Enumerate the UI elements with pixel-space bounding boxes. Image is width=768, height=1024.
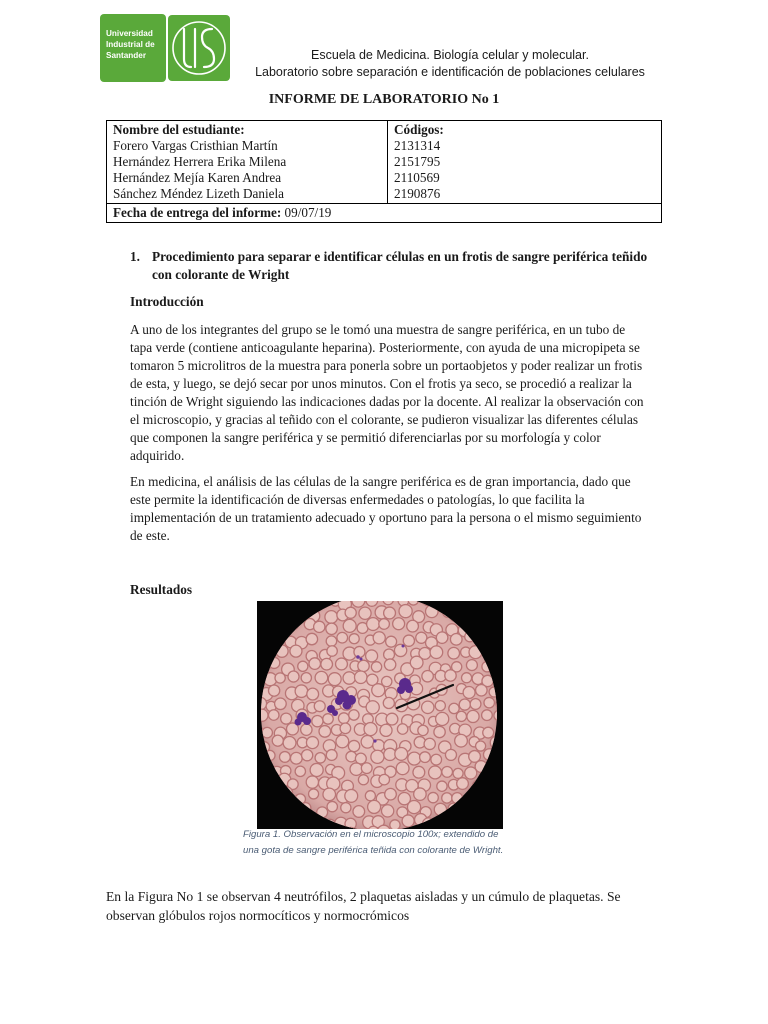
red-blood-cell xyxy=(494,777,503,790)
red-blood-cell xyxy=(483,749,495,761)
red-blood-cell xyxy=(436,632,448,644)
red-blood-cell xyxy=(367,618,380,631)
red-blood-cell xyxy=(467,710,479,722)
red-blood-cell xyxy=(435,701,445,711)
red-blood-cell xyxy=(257,672,260,684)
red-blood-cell xyxy=(384,659,395,670)
logo-line: Industrial de xyxy=(106,40,155,49)
red-blood-cell xyxy=(364,723,377,736)
red-blood-cell xyxy=(379,619,390,630)
red-blood-cell xyxy=(386,713,398,725)
red-blood-cell xyxy=(456,711,466,721)
red-blood-cell xyxy=(345,607,356,618)
red-blood-cell xyxy=(443,607,453,617)
codes-cell xyxy=(388,121,662,204)
red-blood-cell xyxy=(484,774,495,785)
red-blood-cell xyxy=(257,752,261,764)
red-blood-cell xyxy=(272,735,283,746)
red-blood-cell xyxy=(298,661,308,671)
red-blood-cell xyxy=(268,710,279,721)
red-blood-cell xyxy=(309,813,320,824)
red-blood-cell xyxy=(470,806,480,816)
red-blood-cell xyxy=(328,673,341,686)
red-blood-cell xyxy=(420,752,431,763)
red-blood-cell xyxy=(271,635,282,646)
red-blood-cell xyxy=(341,803,351,813)
red-blood-cell xyxy=(338,713,349,724)
section-title-text: Procedimiento para separar e identificar células en un frotis de sangre periférica teñido con colorante de Wright xyxy=(152,249,648,282)
red-blood-cell xyxy=(368,800,381,813)
red-blood-cell xyxy=(453,768,463,778)
red-blood-cell xyxy=(300,803,310,813)
red-blood-cell xyxy=(497,601,503,608)
red-blood-cell xyxy=(500,752,503,763)
red-blood-cell xyxy=(348,740,359,751)
red-blood-cell xyxy=(315,601,326,607)
red-blood-cell xyxy=(327,801,337,811)
student-code: 2131314 xyxy=(394,138,441,153)
red-blood-cell xyxy=(449,601,460,606)
red-blood-cell xyxy=(327,646,337,656)
red-blood-cell xyxy=(424,738,435,749)
section-number: 1. xyxy=(130,249,140,264)
red-blood-cell xyxy=(264,618,275,629)
red-blood-cell xyxy=(275,673,285,683)
red-blood-cell xyxy=(290,752,302,764)
red-blood-cell xyxy=(499,803,503,815)
red-blood-cell xyxy=(487,624,499,636)
red-blood-cell xyxy=(434,726,445,737)
red-blood-cell xyxy=(383,697,394,708)
student-code: 2190876 xyxy=(394,186,441,201)
red-blood-cell xyxy=(372,684,385,697)
red-blood-cell xyxy=(325,611,338,624)
red-blood-cell xyxy=(314,701,325,712)
red-blood-cell xyxy=(336,735,349,748)
red-blood-cell xyxy=(452,793,463,804)
red-blood-cell xyxy=(418,725,428,735)
red-blood-cell xyxy=(310,763,323,776)
red-blood-cell xyxy=(280,787,293,800)
red-blood-cell xyxy=(262,601,274,606)
red-blood-cell xyxy=(260,660,271,671)
red-blood-cell xyxy=(429,766,442,779)
red-blood-cell xyxy=(422,670,433,681)
red-blood-cell xyxy=(483,727,494,738)
red-blood-cell xyxy=(484,697,494,707)
red-blood-cell xyxy=(501,622,503,635)
red-blood-cell xyxy=(353,806,365,818)
red-blood-cell xyxy=(442,793,452,803)
red-blood-cell xyxy=(482,710,493,721)
red-blood-cell xyxy=(397,724,407,734)
student-code: 2110569 xyxy=(394,170,440,185)
red-blood-cell xyxy=(326,623,337,634)
red-blood-cell xyxy=(467,611,478,622)
red-blood-cell xyxy=(466,660,477,671)
logo-line: Santander xyxy=(106,51,147,60)
intro-paragraph-2: En medicina, el análisis de las células de la sangre periférica es de gran importancia, dado que este permite la identificación de diversas enfermedades o patologías, lo que facilita la implementación de un tratamiento adecuado y oportuno para la persona o el mismo seguimiento de este. xyxy=(130,474,642,543)
red-blood-cell xyxy=(288,671,299,682)
red-blood-cell xyxy=(457,801,468,812)
red-blood-cell xyxy=(269,657,280,668)
red-blood-cell xyxy=(442,767,453,778)
red-blood-cell xyxy=(471,621,483,633)
red-blood-cell xyxy=(274,601,286,610)
red-blood-cell xyxy=(381,805,393,817)
red-blood-cell xyxy=(494,766,503,777)
red-blood-cell xyxy=(490,736,503,749)
red-blood-cell xyxy=(457,778,469,790)
red-blood-cell xyxy=(257,630,269,643)
intro-paragraph-1: A uno de los integrantes del grupo se le tomó una muestra de sangre periférica, en un tubo de tapa verde (contiene anticoagulante heparina). Posteriormente, con ayuda de una micropipeta se tomaron 5 microlitros de la muestra para ponerla sobre un portaobjetos y poder realizar un frotis de esta, y luego, se dejó secar por unos minutos. Con el frotis ya seco, se procedió a realizar la tinción de Wright siguiendo las indicaciones dadas por la docente. Al realizar la observación con el microscopio, y gracias al teñido con el colorante, se pudieron visualizar las diferentes células que componen la sangre periférica y se permitió diferenciarlas por su morfología y color adquirido. xyxy=(130,322,644,463)
red-blood-cell xyxy=(283,737,296,750)
red-blood-cell xyxy=(476,685,488,697)
red-blood-cell xyxy=(343,619,356,632)
red-blood-cell xyxy=(337,632,348,643)
red-blood-cell xyxy=(361,735,374,748)
student-name: Sánchez Méndez Lizeth Daniela xyxy=(113,186,284,201)
red-blood-cell xyxy=(476,741,486,751)
red-blood-cell xyxy=(448,647,460,659)
intro-heading: Introducción xyxy=(130,294,204,309)
red-blood-cell xyxy=(407,800,420,813)
red-blood-cell xyxy=(268,685,279,696)
figure-caption-line-1: Figura 1. Observación en el microscopio 100x; extendido de xyxy=(243,829,499,840)
red-blood-cell xyxy=(257,709,268,721)
red-blood-cell xyxy=(315,753,325,763)
red-blood-cell xyxy=(259,768,269,778)
red-blood-cell xyxy=(260,607,271,618)
red-blood-cell xyxy=(451,814,462,825)
red-blood-cell xyxy=(473,780,484,791)
red-blood-cell xyxy=(257,814,267,827)
red-blood-cell xyxy=(379,774,390,785)
red-blood-cell xyxy=(408,752,421,765)
red-blood-cell xyxy=(266,804,278,816)
red-blood-cell xyxy=(301,673,311,683)
red-blood-cell xyxy=(496,698,503,710)
red-blood-cell xyxy=(480,634,492,646)
red-blood-cell xyxy=(283,815,295,827)
report-title: INFORME DE LABORATORIO No 1 xyxy=(268,92,500,107)
red-blood-cell xyxy=(430,646,443,659)
red-blood-cell xyxy=(323,788,336,801)
red-blood-cell xyxy=(321,658,333,670)
red-blood-cell xyxy=(275,619,288,632)
red-blood-cell xyxy=(403,635,414,646)
red-blood-cell xyxy=(445,749,456,760)
red-blood-cell xyxy=(434,803,446,815)
red-blood-cell xyxy=(345,789,358,802)
red-blood-cell xyxy=(470,699,481,710)
red-blood-cell xyxy=(465,632,475,642)
red-blood-cell xyxy=(385,788,397,800)
microscope-image xyxy=(257,601,503,829)
name-header: Nombre del estudiante: xyxy=(113,122,245,137)
red-blood-cell xyxy=(393,618,405,630)
red-blood-cell xyxy=(257,648,261,661)
red-blood-cell xyxy=(358,775,368,785)
red-blood-cell xyxy=(482,801,494,813)
red-blood-cell xyxy=(462,673,472,683)
red-blood-cell xyxy=(486,601,496,603)
red-blood-cell xyxy=(481,607,491,617)
red-blood-cell xyxy=(289,601,302,606)
red-blood-cell xyxy=(437,781,447,791)
table-row xyxy=(107,121,662,204)
red-blood-cell xyxy=(450,633,462,645)
red-blood-cell xyxy=(500,725,503,738)
red-blood-cell xyxy=(449,609,461,621)
red-blood-cell xyxy=(399,605,412,618)
red-blood-cell xyxy=(261,648,272,659)
red-blood-cell xyxy=(487,650,498,661)
red-blood-cell xyxy=(295,610,305,620)
red-blood-cell xyxy=(402,815,414,827)
red-blood-cell xyxy=(265,750,275,760)
red-blood-cell xyxy=(395,748,408,761)
red-blood-cell xyxy=(257,725,263,737)
table-row xyxy=(107,204,662,223)
red-blood-cell xyxy=(490,793,502,805)
red-blood-cell xyxy=(502,793,503,804)
red-blood-cell xyxy=(494,632,503,643)
red-blood-cell xyxy=(295,766,305,776)
red-blood-cell xyxy=(373,632,385,644)
red-blood-cell xyxy=(265,774,276,785)
red-blood-cell xyxy=(317,807,328,818)
red-blood-cell xyxy=(489,687,499,697)
students-table xyxy=(106,120,662,223)
red-blood-cell xyxy=(349,634,359,644)
red-blood-cell xyxy=(355,671,368,684)
red-blood-cell xyxy=(275,698,287,710)
red-blood-cell xyxy=(336,658,348,670)
red-blood-cell xyxy=(257,601,262,607)
red-blood-cell xyxy=(358,660,369,671)
red-blood-cell xyxy=(475,761,487,773)
red-blood-cell xyxy=(306,776,318,788)
red-blood-cell xyxy=(488,605,500,617)
red-blood-cell xyxy=(276,645,288,657)
date-cell xyxy=(107,204,662,223)
student-name: Hernández Mejía Karen Andrea xyxy=(113,170,282,185)
red-blood-cell xyxy=(301,724,312,735)
red-blood-cell xyxy=(307,688,319,700)
red-blood-cell xyxy=(306,737,318,749)
red-blood-cell xyxy=(501,647,503,657)
red-blood-cell xyxy=(349,710,359,720)
red-blood-cell xyxy=(279,752,290,763)
red-blood-cell xyxy=(500,676,503,686)
red-blood-cell xyxy=(386,636,397,647)
red-blood-cell xyxy=(384,607,396,619)
red-blood-cell xyxy=(306,633,317,644)
school-header: Escuela de Medicina. Biología celular y molecular. xyxy=(311,48,589,62)
red-blood-cell xyxy=(314,621,325,632)
red-blood-cell xyxy=(448,803,460,815)
red-blood-cell xyxy=(459,699,470,710)
lab-header: Laboratorio sobre separación e identificación de poblaciones celulares xyxy=(255,65,645,79)
red-blood-cell xyxy=(414,788,426,800)
date-label: Fecha de entrega del informe: xyxy=(113,205,282,220)
code-header: Códigos: xyxy=(394,122,444,137)
red-blood-cell xyxy=(262,727,273,738)
red-blood-cell xyxy=(474,601,485,604)
red-blood-cell xyxy=(304,601,316,604)
university-logo-text xyxy=(100,14,166,82)
names-cell xyxy=(107,121,388,204)
red-blood-cell xyxy=(261,793,271,803)
results-heading: Resultados xyxy=(130,582,193,597)
red-blood-cell xyxy=(257,776,259,786)
red-blood-cell xyxy=(290,645,302,657)
red-blood-cell xyxy=(396,762,409,775)
red-blood-cell xyxy=(482,661,492,671)
red-blood-cell xyxy=(257,697,267,710)
red-blood-cell xyxy=(257,618,262,629)
red-blood-cell xyxy=(278,801,289,812)
red-blood-cell xyxy=(257,800,262,811)
red-blood-cell xyxy=(413,766,425,778)
red-blood-cell xyxy=(422,701,434,713)
red-blood-cell xyxy=(309,658,321,670)
red-blood-cell xyxy=(410,656,423,669)
red-blood-cell xyxy=(343,672,355,684)
red-blood-cell xyxy=(315,671,328,684)
red-blood-cell xyxy=(494,710,503,720)
red-blood-cell xyxy=(365,791,375,801)
red-blood-cell xyxy=(346,751,357,762)
red-blood-cell xyxy=(371,750,384,763)
red-blood-cell xyxy=(288,620,298,630)
red-blood-cell xyxy=(350,763,363,776)
red-blood-cell xyxy=(493,662,503,672)
red-blood-cell xyxy=(270,607,283,620)
red-blood-cell xyxy=(460,601,472,607)
red-blood-cell xyxy=(428,792,438,802)
student-name: Hernández Herrera Erika Milena xyxy=(113,154,287,169)
red-blood-cell xyxy=(467,787,480,800)
results-paragraph: En la Figura No 1 se observan 4 neutrófilos, 2 plaquetas aisladas y un cúmulo de plaquetas. Se observan glóbulos rojos normocíticos y normocrómicos xyxy=(106,889,621,923)
red-blood-cell xyxy=(480,789,492,801)
red-blood-cell xyxy=(380,724,392,736)
red-blood-cell xyxy=(319,726,331,738)
student-code: 2151795 xyxy=(394,154,441,169)
figure-caption-line-2: una gota de sangre periférica teñida con colorante de Wright. xyxy=(243,845,504,856)
red-blood-cell xyxy=(407,620,419,632)
red-blood-cell xyxy=(455,734,468,747)
red-blood-cell xyxy=(366,650,378,662)
red-blood-cell xyxy=(371,662,381,672)
red-blood-cell xyxy=(469,646,482,659)
red-blood-cell xyxy=(312,716,323,727)
date-value: 09/07/19 xyxy=(284,205,332,220)
red-blood-cell xyxy=(431,754,442,765)
student-name: Forero Vargas Cristhian Martín xyxy=(113,138,278,153)
red-blood-cell xyxy=(426,605,439,618)
red-blood-cell xyxy=(326,750,337,761)
red-blood-cell xyxy=(359,607,371,619)
red-blood-cell xyxy=(340,723,351,734)
red-blood-cell xyxy=(445,670,456,681)
red-blood-cell xyxy=(323,714,333,724)
red-blood-cell xyxy=(270,788,282,800)
red-blood-cell xyxy=(361,763,372,774)
red-blood-cell xyxy=(384,649,395,660)
red-blood-cell xyxy=(309,789,319,799)
red-blood-cell xyxy=(354,646,365,657)
red-blood-cell xyxy=(288,806,299,817)
red-blood-cell xyxy=(302,750,313,761)
red-blood-cell xyxy=(326,636,336,646)
red-blood-cell xyxy=(463,686,475,698)
red-blood-cell xyxy=(281,713,292,724)
red-blood-cell xyxy=(366,701,379,714)
red-blood-cell xyxy=(394,644,406,656)
red-blood-cell xyxy=(295,685,308,698)
red-blood-cell xyxy=(436,712,449,725)
logo-line: Universidad xyxy=(106,29,153,38)
red-blood-cell xyxy=(283,608,294,619)
